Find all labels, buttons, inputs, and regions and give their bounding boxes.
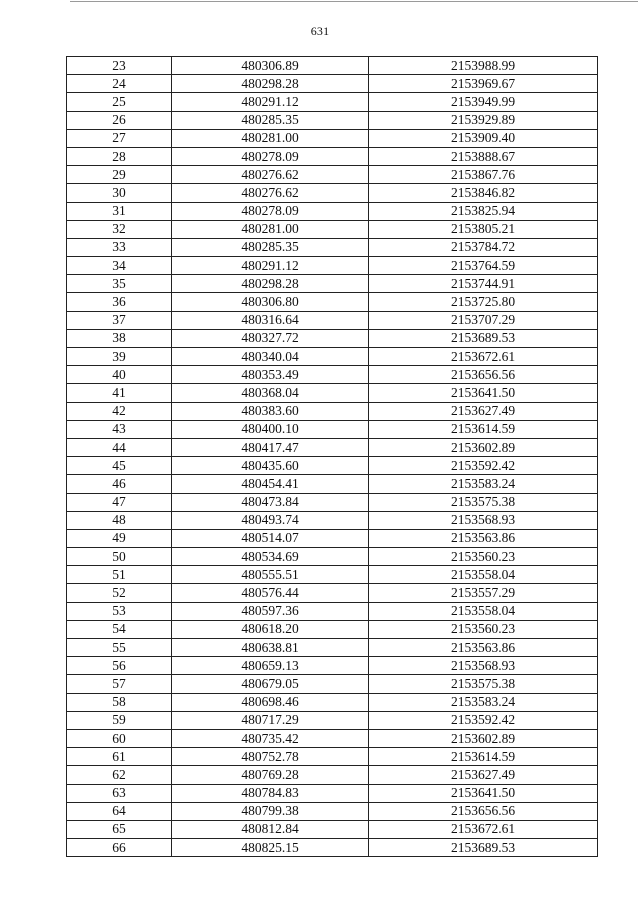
point-number-cell: 53 [67,602,172,620]
x-coordinate-cell: 480327.72 [172,329,369,347]
table-row [67,293,598,311]
point-number-cell: 64 [67,802,172,820]
x-coordinate-cell: 480769.28 [172,766,369,784]
y-coordinate-cell: 2153583.24 [369,693,598,711]
x-coordinate-cell: 480276.62 [172,184,369,202]
y-coordinate-cell: 2153689.53 [369,329,598,347]
point-number-cell: 34 [67,257,172,275]
y-coordinate-cell: 2153558.04 [369,566,598,584]
point-number-cell: 39 [67,348,172,366]
point-number-cell: 49 [67,529,172,547]
point-number-cell: 32 [67,220,172,238]
y-coordinate-cell: 2153888.67 [369,147,598,165]
y-coordinate-cell: 2153929.89 [369,111,598,129]
point-number-cell: 40 [67,366,172,384]
point-number-cell: 25 [67,93,172,111]
x-coordinate-cell: 480383.60 [172,402,369,420]
table-row [67,529,598,547]
table-row [67,257,598,275]
x-coordinate-cell: 480735.42 [172,729,369,747]
point-number-cell: 52 [67,584,172,602]
x-coordinate-cell: 480278.09 [172,202,369,220]
y-coordinate-cell: 2153627.49 [369,766,598,784]
point-number-cell: 35 [67,275,172,293]
x-coordinate-cell: 480281.00 [172,129,369,147]
point-number-cell: 45 [67,457,172,475]
point-number-cell: 29 [67,166,172,184]
coordinates-table-body [67,57,598,857]
table-row [67,93,598,111]
point-number-cell: 30 [67,184,172,202]
x-coordinate-cell: 480784.83 [172,784,369,802]
x-coordinate-cell: 480679.05 [172,675,369,693]
table-row [67,548,598,566]
x-coordinate-cell: 480278.09 [172,147,369,165]
x-coordinate-cell: 480291.12 [172,93,369,111]
point-number-cell: 33 [67,238,172,256]
table-row [67,57,598,75]
y-coordinate-cell: 2153725.80 [369,293,598,311]
x-coordinate-cell: 480400.10 [172,420,369,438]
y-coordinate-cell: 2153825.94 [369,202,598,220]
y-coordinate-cell: 2153641.50 [369,384,598,402]
y-coordinate-cell: 2153969.67 [369,75,598,93]
point-number-cell: 55 [67,639,172,657]
table-row [67,802,598,820]
table-row [67,820,598,838]
y-coordinate-cell: 2153614.59 [369,420,598,438]
table-row [67,111,598,129]
table-row [67,584,598,602]
point-number-cell: 46 [67,475,172,493]
table-row [67,566,598,584]
point-number-cell: 63 [67,784,172,802]
table-row [67,238,598,256]
y-coordinate-cell: 2153575.38 [369,493,598,511]
x-coordinate-cell: 480368.04 [172,384,369,402]
point-number-cell: 65 [67,820,172,838]
table-row [67,366,598,384]
point-number-cell: 54 [67,620,172,638]
x-coordinate-cell: 480618.20 [172,620,369,638]
point-number-cell: 50 [67,548,172,566]
point-number-cell: 43 [67,420,172,438]
table-row [67,329,598,347]
y-coordinate-cell: 2153592.42 [369,711,598,729]
point-number-cell: 41 [67,384,172,402]
table-row [67,457,598,475]
x-coordinate-cell: 480298.28 [172,75,369,93]
point-number-cell: 31 [67,202,172,220]
point-number-cell: 38 [67,329,172,347]
y-coordinate-cell: 2153988.99 [369,57,598,75]
x-coordinate-cell: 480285.35 [172,238,369,256]
y-coordinate-cell: 2153583.24 [369,475,598,493]
x-coordinate-cell: 480291.12 [172,257,369,275]
table-row [67,693,598,711]
x-coordinate-cell: 480340.04 [172,348,369,366]
table-row [67,748,598,766]
table-row [67,511,598,529]
x-coordinate-cell: 480717.29 [172,711,369,729]
table-row [67,311,598,329]
table-row [67,402,598,420]
y-coordinate-cell: 2153656.56 [369,802,598,820]
point-number-cell: 51 [67,566,172,584]
x-coordinate-cell: 480316.64 [172,311,369,329]
table-row [67,784,598,802]
table-row [67,493,598,511]
table-row [67,275,598,293]
y-coordinate-cell: 2153784.72 [369,238,598,256]
table-row [67,602,598,620]
x-coordinate-cell: 480752.78 [172,748,369,766]
y-coordinate-cell: 2153563.86 [369,639,598,657]
y-coordinate-cell: 2153557.29 [369,584,598,602]
table-row [67,384,598,402]
y-coordinate-cell: 2153909.40 [369,129,598,147]
x-coordinate-cell: 480285.35 [172,111,369,129]
y-coordinate-cell: 2153563.86 [369,529,598,547]
table-row [67,129,598,147]
y-coordinate-cell: 2153602.89 [369,438,598,456]
table-row [67,657,598,675]
y-coordinate-cell: 2153672.61 [369,348,598,366]
point-number-cell: 62 [67,766,172,784]
x-coordinate-cell: 480281.00 [172,220,369,238]
point-number-cell: 57 [67,675,172,693]
y-coordinate-cell: 2153672.61 [369,820,598,838]
point-number-cell: 56 [67,657,172,675]
y-coordinate-cell: 2153949.99 [369,93,598,111]
point-number-cell: 26 [67,111,172,129]
point-number-cell: 60 [67,729,172,747]
y-coordinate-cell: 2153656.56 [369,366,598,384]
x-coordinate-cell: 480454.41 [172,475,369,493]
table-row [67,348,598,366]
table-row [67,220,598,238]
x-coordinate-cell: 480799.38 [172,802,369,820]
y-coordinate-cell: 2153641.50 [369,784,598,802]
y-coordinate-cell: 2153627.49 [369,402,598,420]
y-coordinate-cell: 2153614.59 [369,748,598,766]
table-row [67,184,598,202]
point-number-cell: 27 [67,129,172,147]
point-number-cell: 66 [67,839,172,857]
point-number-cell: 47 [67,493,172,511]
y-coordinate-cell: 2153689.53 [369,839,598,857]
y-coordinate-cell: 2153560.23 [369,620,598,638]
table-row [67,438,598,456]
x-coordinate-cell: 480514.07 [172,529,369,547]
point-number-cell: 24 [67,75,172,93]
table-row [67,75,598,93]
point-number-cell: 42 [67,402,172,420]
point-number-cell: 23 [67,57,172,75]
x-coordinate-cell: 480659.13 [172,657,369,675]
point-number-cell: 61 [67,748,172,766]
x-coordinate-cell: 480417.47 [172,438,369,456]
x-coordinate-cell: 480435.60 [172,457,369,475]
point-number-cell: 44 [67,438,172,456]
x-coordinate-cell: 480473.84 [172,493,369,511]
x-coordinate-cell: 480493.74 [172,511,369,529]
x-coordinate-cell: 480812.84 [172,820,369,838]
y-coordinate-cell: 2153867.76 [369,166,598,184]
x-coordinate-cell: 480638.81 [172,639,369,657]
x-coordinate-cell: 480825.15 [172,839,369,857]
x-coordinate-cell: 480698.46 [172,693,369,711]
y-coordinate-cell: 2153764.59 [369,257,598,275]
y-coordinate-cell: 2153707.29 [369,311,598,329]
x-coordinate-cell: 480576.44 [172,584,369,602]
table-row [67,839,598,857]
y-coordinate-cell: 2153568.93 [369,657,598,675]
table-row [67,147,598,165]
y-coordinate-cell: 2153560.23 [369,548,598,566]
point-number-cell: 28 [67,147,172,165]
y-coordinate-cell: 2153558.04 [369,602,598,620]
page-number: 631 [310,24,330,38]
table-row [67,729,598,747]
table-row [67,711,598,729]
scan-top-edge-line [70,1,638,2]
y-coordinate-cell: 2153846.82 [369,184,598,202]
y-coordinate-cell: 2153575.38 [369,675,598,693]
point-number-cell: 37 [67,311,172,329]
table-row [67,166,598,184]
point-number-cell: 36 [67,293,172,311]
point-number-cell: 58 [67,693,172,711]
table-row [67,620,598,638]
x-coordinate-cell: 480534.69 [172,548,369,566]
coordinates-table [66,56,598,857]
x-coordinate-cell: 480555.51 [172,566,369,584]
point-number-cell: 48 [67,511,172,529]
table-row [67,475,598,493]
point-number-cell: 59 [67,711,172,729]
table-row [67,202,598,220]
x-coordinate-cell: 480298.28 [172,275,369,293]
y-coordinate-cell: 2153592.42 [369,457,598,475]
x-coordinate-cell: 480276.62 [172,166,369,184]
table-row [67,766,598,784]
table-row [67,420,598,438]
y-coordinate-cell: 2153744.91 [369,275,598,293]
x-coordinate-cell: 480353.49 [172,366,369,384]
x-coordinate-cell: 480597.36 [172,602,369,620]
table-row [67,639,598,657]
table-row [67,675,598,693]
y-coordinate-cell: 2153568.93 [369,511,598,529]
y-coordinate-cell: 2153602.89 [369,729,598,747]
y-coordinate-cell: 2153805.21 [369,220,598,238]
x-coordinate-cell: 480306.89 [172,57,369,75]
x-coordinate-cell: 480306.80 [172,293,369,311]
